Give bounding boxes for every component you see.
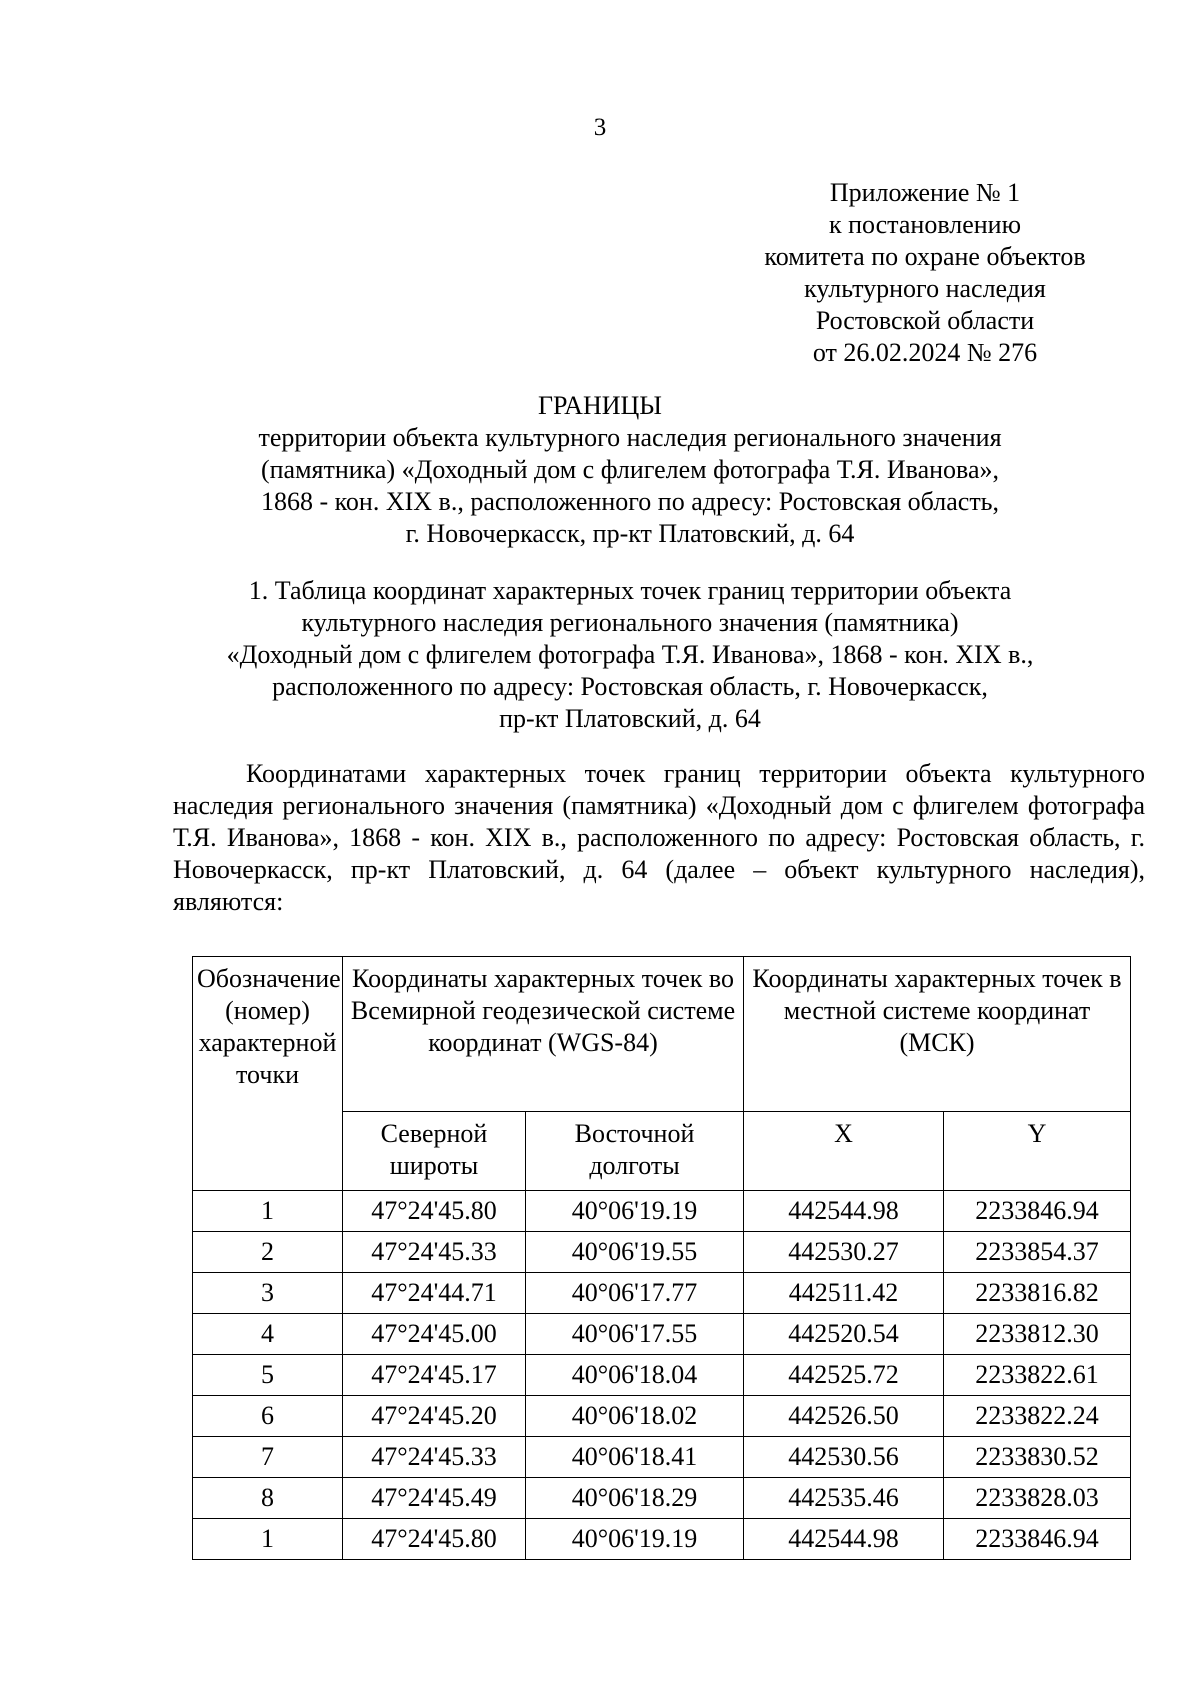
- cell-latitude: 47°24'45.33: [343, 1232, 526, 1273]
- appendix-line: Ростовской области: [815, 306, 1035, 335]
- appendix-block: [735, 177, 1115, 369]
- cell-y: 2233816.82: [944, 1273, 1131, 1314]
- cell-latitude: 47°24'45.80: [343, 1191, 526, 1232]
- header-x: X: [744, 1112, 944, 1191]
- cell-x: 442511.42: [744, 1273, 944, 1314]
- cell-longitude: 40°06'18.02: [526, 1396, 744, 1437]
- section-heading-line: «Доходный дом с флигелем фотографа Т.Я. Иванова», 1868 - кон. XIX в.,: [226, 640, 1034, 669]
- table-row: [193, 1314, 1131, 1355]
- cell-point: 1: [193, 1519, 343, 1560]
- table-row: [193, 1273, 1131, 1314]
- cell-y: 2233812.30: [944, 1314, 1131, 1355]
- cell-point: 3: [193, 1273, 343, 1314]
- cell-latitude: 47°24'45.49: [343, 1478, 526, 1519]
- table-header-row: [193, 957, 1131, 1112]
- cell-y: 2233854.37: [944, 1232, 1131, 1273]
- cell-x: 442525.72: [744, 1355, 944, 1396]
- subtitle-line: г. Новочеркасск, пр-кт Платовский, д. 64: [405, 519, 855, 548]
- cell-longitude: 40°06'19.19: [526, 1519, 744, 1560]
- cell-y: 2233846.94: [944, 1191, 1131, 1232]
- cell-latitude: 47°24'45.80: [343, 1519, 526, 1560]
- cell-y: 2233828.03: [944, 1478, 1131, 1519]
- section-heading-line: расположенного по адресу: Ростовская область, г. Новочеркасск,: [272, 672, 988, 701]
- cell-longitude: 40°06'18.04: [526, 1355, 744, 1396]
- appendix-line: Приложение № 1: [829, 178, 1021, 207]
- cell-point: 6: [193, 1396, 343, 1437]
- subtitle-line: 1868 - кон. XIX в., расположенного по адресу: Ростовская область,: [260, 487, 1000, 516]
- subtitle-line: территории объекта культурного наследия регионального значения: [258, 423, 1002, 452]
- subtitle-line: (памятника) «Доходный дом с флигелем фотографа Т.Я. Иванова»,: [260, 455, 1000, 484]
- cell-latitude: 47°24'45.20: [343, 1396, 526, 1437]
- table-row: [193, 1478, 1131, 1519]
- table-row: [193, 1437, 1131, 1478]
- table-row: [193, 1519, 1131, 1560]
- header-y: Y: [944, 1112, 1131, 1191]
- cell-longitude: 40°06'17.77: [526, 1273, 744, 1314]
- cell-latitude: 47°24'44.71: [343, 1273, 526, 1314]
- cell-x: 442544.98: [744, 1191, 944, 1232]
- appendix-line: к постановлению: [828, 210, 1022, 239]
- appendix-line: комитета по охране объектов: [764, 242, 1086, 271]
- body-paragraph: Координатами характерных точек границ территории объекта культурного наследия регионального значения (памятника) «Доходный дом с флигелем фотографа Т.Я. Иванова», 1868 - кон. XIX в., расположенного по адресу: Ростовская область, г. Новочеркасск, пр-кт Платовский, д. 64 (далее – объект культурного наследия), являются:: [173, 759, 1145, 916]
- header-point-designation: Обозначение (номер) характерной точки: [193, 957, 343, 1191]
- cell-point: 4: [193, 1314, 343, 1355]
- document-title: ГРАНИЦЫ: [538, 391, 662, 420]
- cell-y: 2233830.52: [944, 1437, 1131, 1478]
- appendix-line: от 26.02.2024 № 276: [812, 338, 1038, 367]
- cell-longitude: 40°06'17.55: [526, 1314, 744, 1355]
- section-heading: [175, 575, 1085, 735]
- coordinates-table: [192, 956, 1131, 1560]
- table-row: [193, 1355, 1131, 1396]
- cell-x: 442530.27: [744, 1232, 944, 1273]
- cell-point: 1: [193, 1191, 343, 1232]
- header-north-latitude: Северной широты: [343, 1112, 526, 1191]
- table-row: [193, 1396, 1131, 1437]
- cell-y: 2233822.61: [944, 1355, 1131, 1396]
- cell-latitude: 47°24'45.00: [343, 1314, 526, 1355]
- cell-point: 8: [193, 1478, 343, 1519]
- cell-latitude: 47°24'45.33: [343, 1437, 526, 1478]
- cell-longitude: 40°06'19.55: [526, 1232, 744, 1273]
- cell-x: 442520.54: [744, 1314, 944, 1355]
- header-local-coordinates: Координаты характерных точек в местной системе координат (МСК): [744, 957, 1131, 1112]
- header-east-longitude: Восточной долготы: [526, 1112, 744, 1191]
- section-heading-line: пр-кт Платовский, д. 64: [499, 704, 761, 733]
- cell-x: 442526.50: [744, 1396, 944, 1437]
- section-heading-line: культурного наследия регионального значения (памятника): [301, 608, 959, 637]
- cell-x: 442544.98: [744, 1519, 944, 1560]
- table-row: [193, 1232, 1131, 1273]
- document-subtitle: [175, 422, 1085, 550]
- page-number: 3: [593, 114, 607, 141]
- cell-latitude: 47°24'45.17: [343, 1355, 526, 1396]
- section-heading-line: 1. Таблица координат характерных точек границ территории объекта: [248, 576, 1012, 605]
- cell-y: 2233822.24: [944, 1396, 1131, 1437]
- cell-longitude: 40°06'19.19: [526, 1191, 744, 1232]
- cell-x: 442530.56: [744, 1437, 944, 1478]
- cell-x: 442535.46: [744, 1478, 944, 1519]
- cell-point: 2: [193, 1232, 343, 1273]
- header-wgs84-coordinates: Координаты характерных точек во Всемирной геодезической системе координат (WGS-84): [343, 957, 744, 1112]
- cell-longitude: 40°06'18.29: [526, 1478, 744, 1519]
- cell-y: 2233846.94: [944, 1519, 1131, 1560]
- appendix-line: культурного наследия: [804, 274, 1046, 303]
- cell-longitude: 40°06'18.41: [526, 1437, 744, 1478]
- cell-point: 5: [193, 1355, 343, 1396]
- table-row: [193, 1191, 1131, 1232]
- cell-point: 7: [193, 1437, 343, 1478]
